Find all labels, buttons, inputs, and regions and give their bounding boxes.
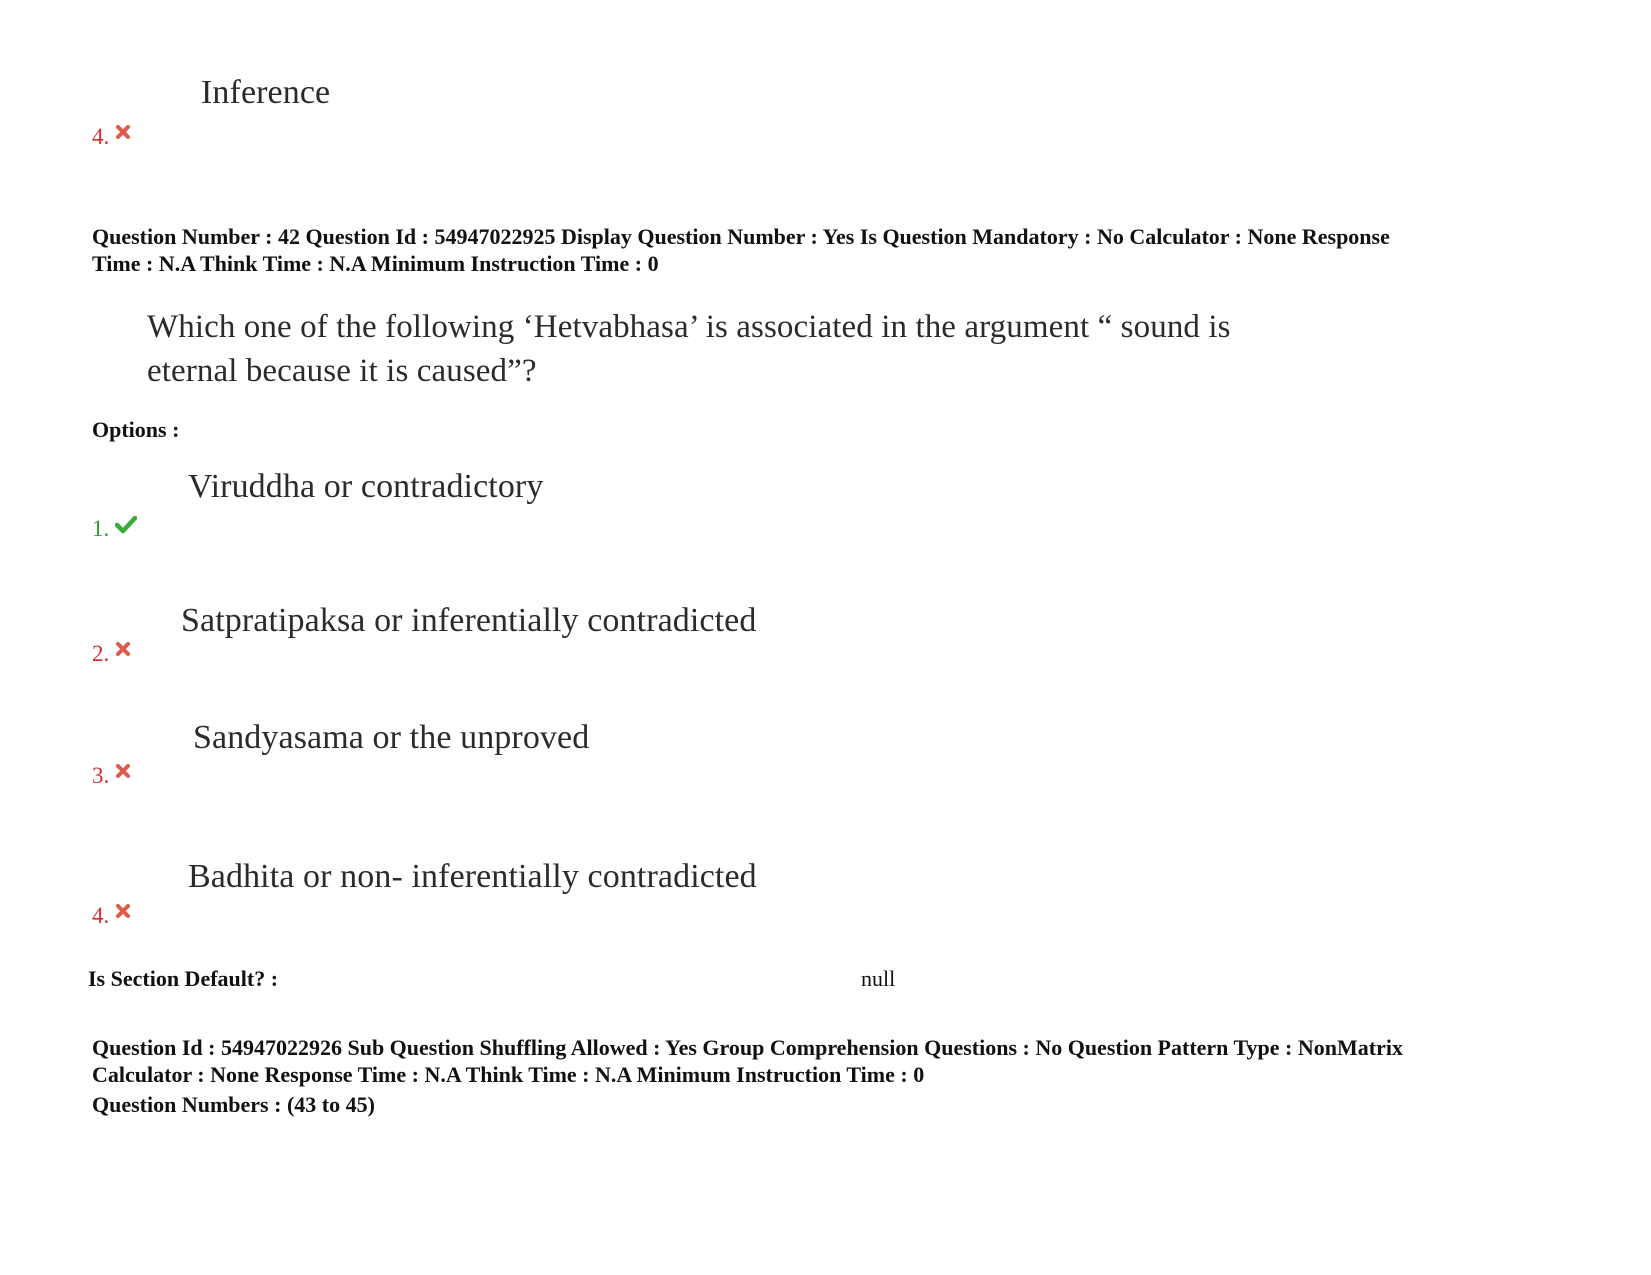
section-default-label: Is Section Default? :: [88, 966, 279, 991]
check-icon: [115, 516, 137, 534]
group-metadata: [92, 1034, 1592, 1088]
question-text-line-2: eternal because it is caused”?: [147, 353, 537, 389]
option-number: 4.: [92, 124, 110, 149]
cross-icon: [115, 124, 131, 140]
option-1-text: Viruddha or contradictory: [188, 468, 544, 505]
option-number: 2.: [92, 641, 110, 666]
group-metadata-line-1: Question Id : 54947022926 Sub Question Shuffling Allowed : Yes Group Comprehension Questions : No Question Pattern Type : NonMatrix: [92, 1035, 1403, 1060]
group-metadata-line-2: Calculator : None Response Time : N.A Think Time : N.A Minimum Instruction Time : 0: [92, 1062, 925, 1087]
option-4-text: Badhita or non- inferentially contradicted: [188, 858, 757, 895]
options-label: Options :: [92, 417, 180, 442]
cross-icon: [115, 763, 131, 779]
option-2-marker: [92, 641, 131, 667]
option-4-marker: [92, 903, 131, 929]
question-text-line-1: Which one of the following ‘Hetvabhasa’ is associated in the argument “ sound is: [147, 309, 1231, 345]
option-3-marker: [92, 763, 131, 789]
question-metadata-line-1: Question Number : 42 Question Id : 54947022925 Display Question Number : Yes Is Question Mandatory : No Calculator : None Response: [92, 224, 1390, 249]
cross-icon: [115, 641, 131, 657]
option-number: 1.: [92, 516, 110, 541]
option-4-marker: [92, 124, 131, 150]
question-metadata-line-2: Time : N.A Think Time : N.A Minimum Instruction Time : 0: [92, 251, 659, 276]
option-number: 3.: [92, 763, 110, 788]
question-metadata: [92, 223, 1572, 277]
option-2-text: Satpratipaksa or inferentially contradicted: [181, 602, 757, 639]
option-number: 4.: [92, 903, 110, 928]
cross-icon: [115, 903, 131, 919]
section-default-value: null: [861, 966, 896, 991]
option-4-text: Inference: [201, 74, 331, 111]
option-3-text: Sandyasama or the unproved: [193, 719, 590, 756]
question-numbers: Question Numbers : (43 to 45): [92, 1092, 375, 1117]
option-1-marker: [92, 516, 137, 542]
